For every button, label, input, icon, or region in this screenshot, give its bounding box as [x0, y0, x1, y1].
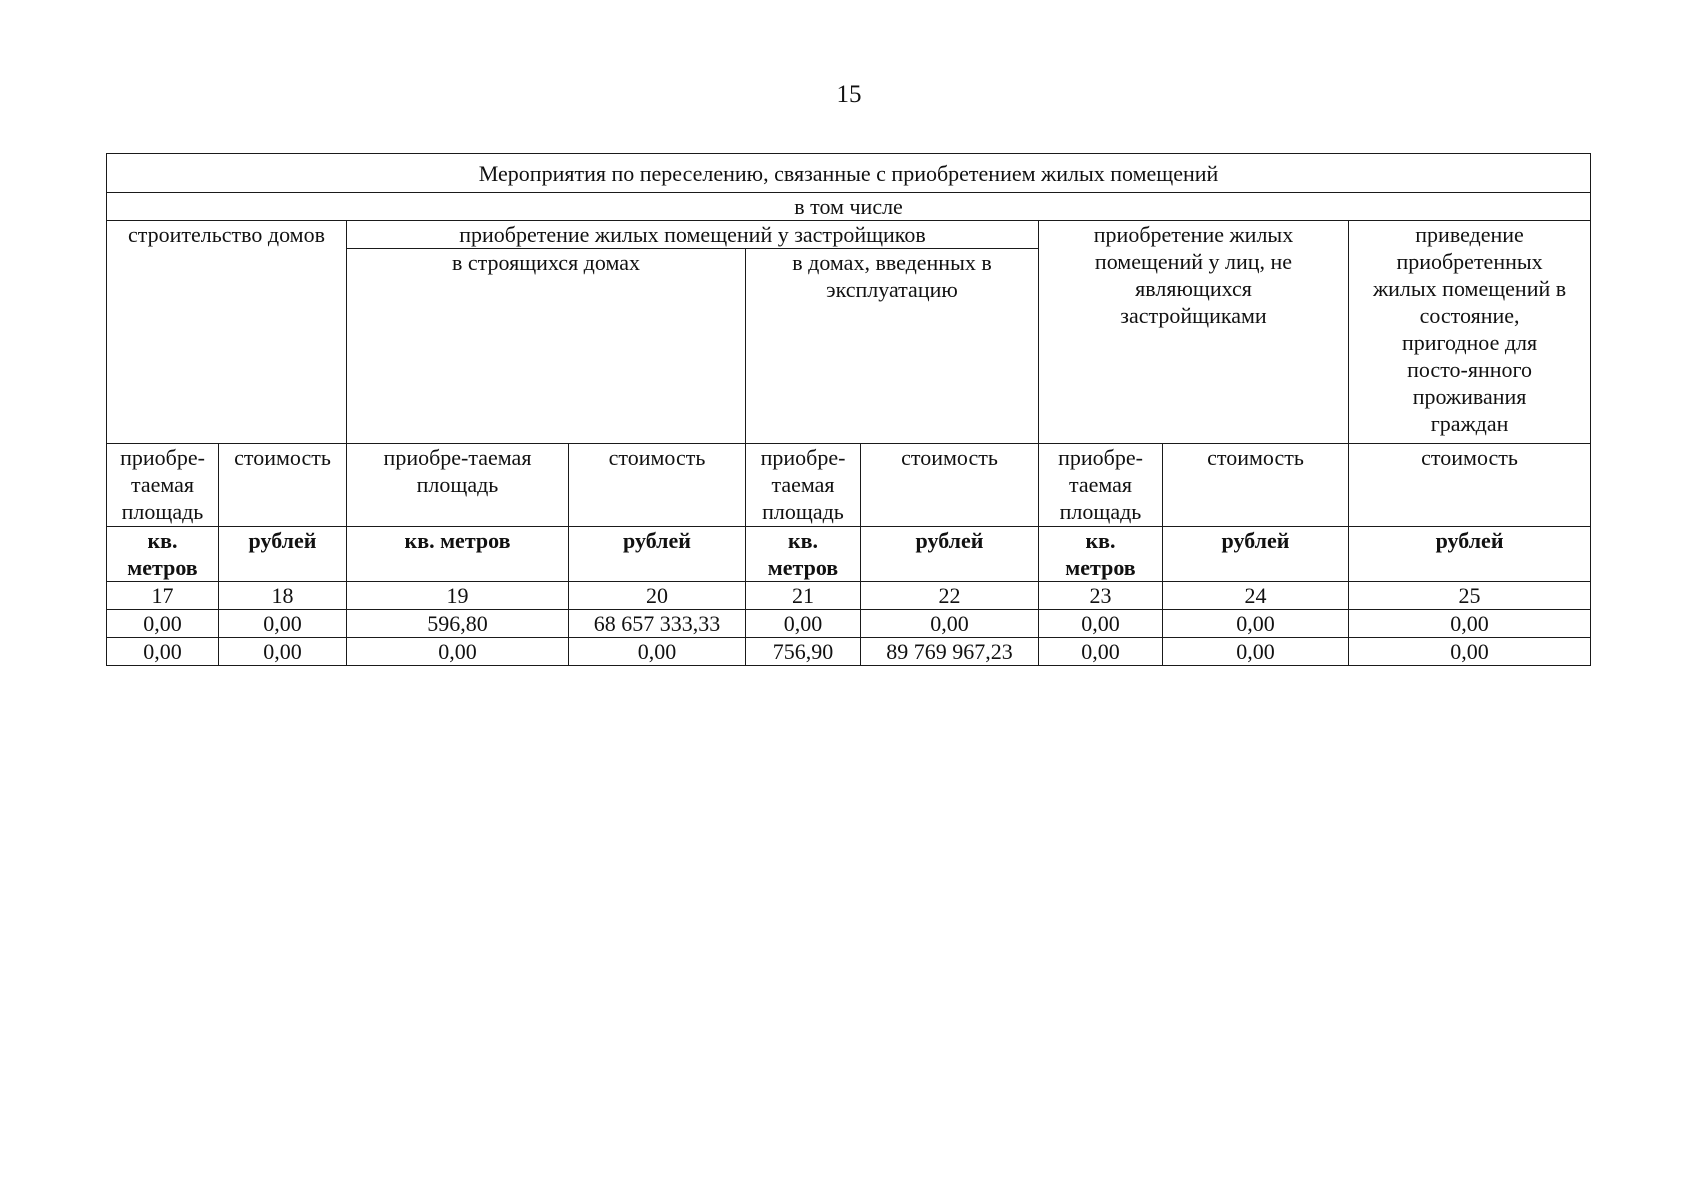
group-bringing-to-condition: приведение приобретенных жилых помещений в состояние, пригодное для посто-янного проживания граждан [1349, 221, 1591, 444]
table-cell: 0,00 [1349, 638, 1591, 666]
column-number: 25 [1349, 582, 1591, 610]
table-cell: 0,00 [107, 610, 219, 638]
table-cell: 68 657 333,33 [569, 610, 746, 638]
table-title: Мероприятия по переселению, связанные с приобретением жилых помещений [107, 154, 1591, 193]
unit-24: рублей [1163, 527, 1349, 582]
subgroup-in-construction: в строящихся домах [347, 249, 746, 444]
table-cell: 0,00 [746, 610, 861, 638]
table-cell: 89 769 967,23 [861, 638, 1039, 666]
table-cell: 596,80 [347, 610, 569, 638]
unit-19: кв. метров [347, 527, 569, 582]
column-label-22: стоимость [861, 444, 1039, 527]
table-cell: 0,00 [861, 610, 1039, 638]
column-label-20: стоимость [569, 444, 746, 527]
column-number: 24 [1163, 582, 1349, 610]
table-cell: 0,00 [1349, 610, 1591, 638]
unit-25: рублей [1349, 527, 1591, 582]
group-from-non-developers: приобретение жилых помещений у лиц, не являющихся застройщиками [1039, 221, 1349, 444]
table-cell: 0,00 [569, 638, 746, 666]
group-from-developers: приобретение жилых помещений у застройщиков [347, 221, 1039, 249]
table-cell: 0,00 [219, 638, 347, 666]
column-number: 18 [219, 582, 347, 610]
resettlement-measures-table [106, 153, 1591, 666]
column-label-23: приобре- таемая площадь [1039, 444, 1163, 527]
column-label-17: приобре- таемая площадь [107, 444, 219, 527]
column-number: 23 [1039, 582, 1163, 610]
unit-22: рублей [861, 527, 1039, 582]
column-label-21: приобре- таемая площадь [746, 444, 861, 527]
column-label-19: приобре-таемая площадь [347, 444, 569, 527]
column-label-18: стоимость [219, 444, 347, 527]
unit-17: кв. метров [107, 527, 219, 582]
unit-18: рублей [219, 527, 347, 582]
page-number: 15 [836, 81, 862, 108]
table-cell: 0,00 [1039, 638, 1163, 666]
column-number: 21 [746, 582, 861, 610]
table-row [107, 610, 1591, 638]
column-number: 20 [569, 582, 746, 610]
subgroup-commissioned: в домах, введенных в эксплуатацию [746, 249, 1039, 444]
column-label-24: стоимость [1163, 444, 1349, 527]
column-numbers-row [107, 582, 1591, 610]
table-cell: 0,00 [1163, 610, 1349, 638]
column-number: 17 [107, 582, 219, 610]
table-cell: 756,90 [746, 638, 861, 666]
unit-21: кв. метров [746, 527, 861, 582]
column-label-25: стоимость [1349, 444, 1591, 527]
table-cell: 0,00 [1039, 610, 1163, 638]
column-number: 22 [861, 582, 1039, 610]
table-row [107, 638, 1591, 666]
unit-20: рублей [569, 527, 746, 582]
unit-23: кв. метров [1039, 527, 1163, 582]
table-cell: 0,00 [1163, 638, 1349, 666]
table-cell: 0,00 [219, 610, 347, 638]
table-cell: 0,00 [107, 638, 219, 666]
column-number: 19 [347, 582, 569, 610]
table-cell: 0,00 [347, 638, 569, 666]
including-header: в том числе [107, 193, 1591, 221]
group-construction: строительство домов [107, 221, 347, 444]
